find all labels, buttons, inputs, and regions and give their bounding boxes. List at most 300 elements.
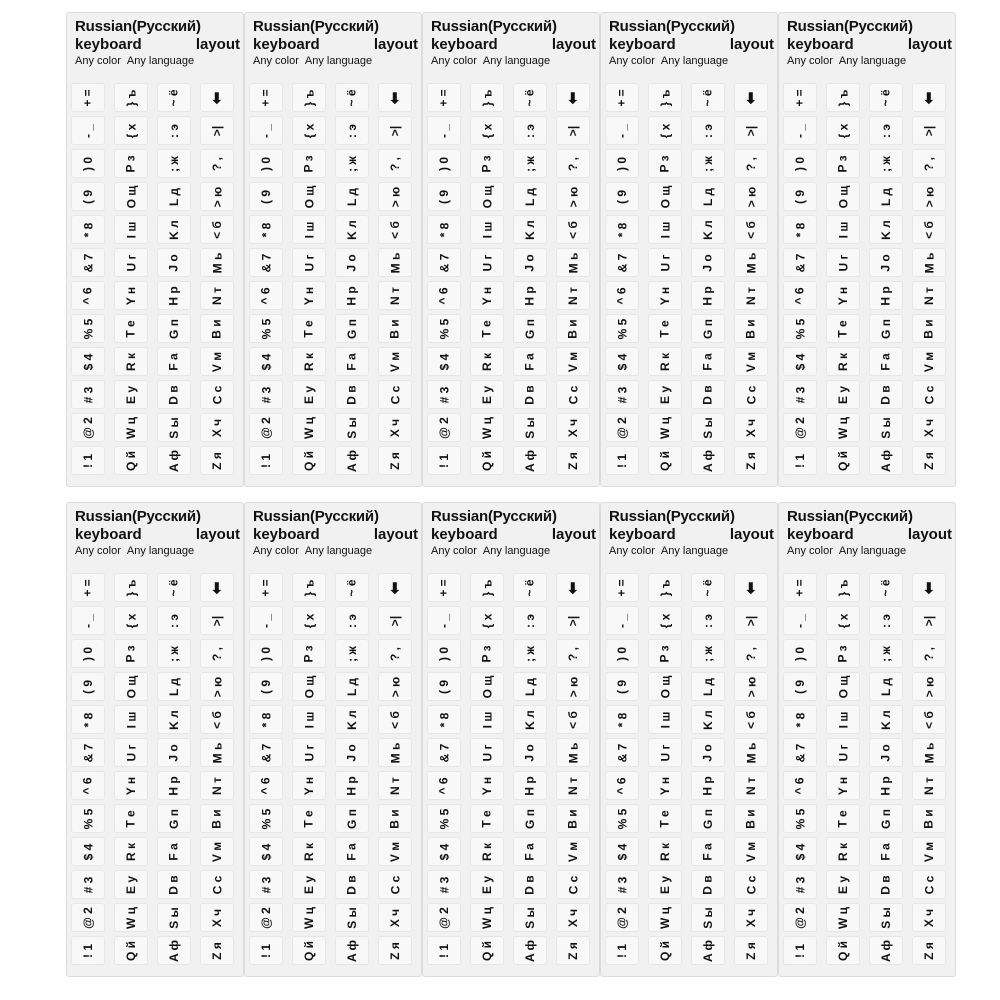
key-sticker: [114, 573, 148, 602]
sheet-note: [431, 54, 596, 68]
keyboard-sticker-sheet: [244, 12, 422, 487]
key-label: } ъ: [479, 89, 494, 106]
key-label: X ч: [744, 418, 758, 437]
note-right: Any language: [304, 55, 373, 67]
key-label: M ь: [744, 252, 758, 273]
key-sticker: [869, 446, 903, 475]
note-left: Any color: [75, 55, 121, 67]
key-sticker: [605, 837, 639, 866]
sheet-note: [787, 54, 952, 68]
key-sticker: [157, 903, 191, 932]
key-label: ; ж: [701, 645, 715, 662]
key-label: C с: [744, 875, 758, 894]
key-sticker: [470, 380, 504, 409]
key-label: B и: [209, 318, 224, 339]
key-label: * 8: [437, 712, 451, 727]
key-label: + =: [614, 88, 629, 107]
key-sticker: [826, 804, 860, 833]
key-sticker: [605, 380, 639, 409]
sheet-note: [609, 54, 774, 68]
key-label: ~ ё: [166, 578, 181, 597]
key-label: H р: [879, 285, 893, 306]
key-sticker: [912, 672, 946, 701]
key-label: D в: [700, 874, 715, 895]
key-label: K л: [345, 709, 359, 730]
key-sticker: [734, 837, 768, 866]
key-sticker: [556, 870, 590, 899]
key-sticker: [734, 248, 768, 277]
key-label: T е: [658, 809, 672, 828]
keyboard-sticker-sheet: [66, 502, 244, 977]
sheet-note: [75, 54, 240, 68]
key-label: { х: [836, 123, 850, 138]
key-label: U г: [124, 744, 138, 761]
key-label: < б: [743, 220, 758, 239]
key-label: & 7: [615, 253, 629, 272]
key-sticker: [71, 380, 105, 409]
key-label: X ч: [744, 908, 758, 927]
key-sticker: [427, 804, 461, 833]
key-sticker: [826, 936, 860, 965]
key-label: A ф: [701, 449, 715, 472]
key-sticker: [648, 771, 682, 800]
key-label: ! 1: [436, 453, 451, 468]
key-sticker: [114, 771, 148, 800]
key-label: W ц: [123, 416, 138, 439]
note-left: Any color: [787, 545, 833, 557]
key-label: E у: [301, 385, 316, 404]
key-sticker: [734, 149, 768, 178]
sheet-note: [253, 54, 418, 68]
key-sticker: [378, 771, 412, 800]
key-labels: [249, 79, 419, 483]
key-label: E у: [301, 875, 316, 894]
key-sticker: [783, 573, 817, 602]
keyboard-sticker-sheet: [66, 12, 244, 487]
key-label: @ 2: [259, 906, 273, 929]
key-label: D в: [700, 384, 715, 405]
key-label: Z я: [565, 451, 580, 470]
key-sticker: [292, 936, 326, 965]
key-label: L д: [700, 677, 715, 696]
key-sticker: [335, 606, 369, 635]
key-sticker: [427, 215, 461, 244]
sheet-header: [75, 18, 240, 78]
key-sticker: [378, 837, 412, 866]
key-label: : э: [167, 613, 181, 628]
key-sticker: [556, 606, 590, 635]
key-sticker: [734, 281, 768, 310]
key-label: H р: [345, 285, 359, 306]
key-sticker: [378, 380, 412, 409]
key-label: - _: [258, 123, 273, 138]
subtitle-right: layout: [907, 526, 952, 543]
key-label: K л: [167, 709, 181, 730]
key-sticker: [513, 804, 547, 833]
key-sticker: [292, 116, 326, 145]
key-sticker: [157, 347, 191, 376]
key-sticker: [691, 446, 725, 475]
subtitle-left: keyboard: [75, 36, 142, 53]
key-sticker: [783, 182, 817, 211]
subtitle-left: keyboard: [787, 36, 854, 53]
key-label: ^ 6: [436, 776, 451, 795]
key-label: ( 9: [258, 189, 273, 204]
key-label: Y н: [124, 286, 138, 305]
key-sticker: [427, 182, 461, 211]
key-sticker: [691, 705, 725, 734]
key-sticker: [335, 83, 369, 112]
key-label: < б: [209, 710, 224, 729]
key-label: G п: [522, 318, 537, 339]
key-sticker: [648, 738, 682, 767]
key-sticker: [114, 281, 148, 310]
key-sticker: [470, 149, 504, 178]
key-label: & 7: [81, 253, 95, 272]
key-label: U г: [124, 254, 138, 271]
key-label: U г: [302, 744, 316, 761]
key-sticker: [826, 639, 860, 668]
key-label: Z я: [921, 941, 936, 960]
key-label: P з: [480, 644, 494, 663]
key-label: >|: [566, 615, 580, 626]
sheet-title: Russian(Русский): [787, 18, 913, 35]
sheet-note: [787, 544, 952, 558]
keyboard-sticker-sheet: [422, 12, 600, 487]
key-label: } ъ: [657, 579, 672, 596]
key-label: * 8: [259, 222, 273, 237]
key-label: $ 4: [793, 353, 807, 370]
key-sticker: [513, 705, 547, 734]
key-label: { х: [480, 123, 494, 138]
key-label: >|: [388, 615, 402, 626]
key-sticker: [556, 639, 590, 668]
key-sticker: [427, 446, 461, 475]
key-sticker: [200, 870, 234, 899]
key-label: X ч: [388, 418, 402, 437]
key-sticker: [605, 705, 639, 734]
key-sticker: [292, 870, 326, 899]
key-sticker: [157, 705, 191, 734]
key-sticker: [648, 248, 682, 277]
key-sticker: [470, 804, 504, 833]
key-label: S ы: [701, 416, 715, 439]
key-sticker: [605, 903, 639, 932]
key-sticker: [513, 248, 547, 277]
key-labels: [427, 569, 597, 973]
key-sticker: [470, 705, 504, 734]
key-sticker: [734, 870, 768, 899]
key-label: $ 4: [793, 843, 807, 860]
key-sticker: [648, 573, 682, 602]
key-sticker: [869, 380, 903, 409]
key-sticker: [157, 804, 191, 833]
key-sticker: [826, 413, 860, 442]
key-sticker: [691, 738, 725, 767]
key-sticker: [912, 446, 946, 475]
key-sticker: [605, 413, 639, 442]
subtitle-left: keyboard: [609, 526, 676, 543]
key-label: C с: [210, 875, 224, 894]
key-sticker: [783, 149, 817, 178]
key-sticker: [200, 248, 234, 277]
key-label: * 8: [615, 222, 629, 237]
key-sticker: [200, 606, 234, 635]
key-sticker: [200, 149, 234, 178]
key-sticker: [157, 248, 191, 277]
key-sticker: [200, 837, 234, 866]
key-label: M ь: [922, 742, 936, 763]
key-sticker: [648, 639, 682, 668]
key-label: J о: [701, 743, 715, 762]
key-sticker: [912, 248, 946, 277]
key-label: ! 1: [614, 453, 629, 468]
note-left: Any color: [253, 545, 299, 557]
key-label: J о: [345, 253, 359, 272]
key-label: >|: [744, 615, 758, 626]
key-sticker: [249, 248, 283, 277]
key-sticker: [114, 903, 148, 932]
key-label: D в: [522, 874, 537, 895]
key-sticker: [869, 347, 903, 376]
key-label: ( 9: [80, 189, 95, 204]
key-sticker: [691, 116, 725, 145]
sheet-header: [75, 508, 240, 568]
key-label: L д: [700, 187, 715, 206]
key-label: Y н: [480, 286, 494, 305]
key-label: V м: [566, 841, 580, 862]
key-label: # 3: [437, 876, 451, 893]
key-sticker: [556, 837, 590, 866]
key-label: R к: [123, 842, 138, 861]
key-label: E у: [657, 385, 672, 404]
key-label: K л: [523, 219, 537, 240]
keyboard-sticker-sheet: [244, 502, 422, 977]
key-label: O щ: [835, 185, 850, 208]
key-label: * 8: [437, 222, 451, 237]
key-sticker: [556, 380, 590, 409]
key-label: F а: [701, 352, 715, 371]
key-label: ^ 6: [258, 286, 273, 305]
key-label: @ 2: [615, 906, 629, 929]
key-sticker: [114, 446, 148, 475]
key-sticker: [335, 870, 369, 899]
key-label: E у: [123, 385, 138, 404]
key-sticker: [912, 837, 946, 866]
key-label: B и: [209, 808, 224, 829]
key-sticker: [691, 639, 725, 668]
sheet-note: [431, 544, 596, 558]
key-sticker: [826, 248, 860, 277]
key-label: T е: [480, 809, 494, 828]
key-label: R к: [123, 352, 138, 371]
sheet-header: [787, 508, 952, 568]
key-label: >|: [922, 615, 936, 626]
key-sticker: [335, 771, 369, 800]
key-sticker: [605, 182, 639, 211]
key-label: ; ж: [345, 155, 359, 172]
key-sticker: [427, 116, 461, 145]
key-sticker: [427, 738, 461, 767]
key-label: N т: [209, 286, 224, 305]
key-label: : э: [701, 613, 715, 628]
key-label: Q й: [835, 450, 850, 471]
key-label: W ц: [657, 416, 672, 439]
key-sticker: [249, 870, 283, 899]
key-sticker: [869, 413, 903, 442]
key-sticker: [71, 347, 105, 376]
key-sticker: [427, 837, 461, 866]
key-label: I ш: [301, 711, 316, 728]
key-label: @ 2: [437, 416, 451, 439]
subtitle-right: layout: [195, 36, 240, 53]
key-sticker: [157, 573, 191, 602]
key-label: D в: [166, 384, 181, 405]
key-label: N т: [387, 286, 402, 305]
key-sticker: [470, 738, 504, 767]
key-sticker: [470, 314, 504, 343]
key-label: U г: [658, 744, 672, 761]
key-label: * 8: [81, 222, 95, 237]
key-sticker: [734, 116, 768, 145]
key-label: ⬅: [385, 91, 403, 104]
key-sticker: [292, 738, 326, 767]
key-label: ( 9: [258, 679, 273, 694]
key-sticker: [648, 606, 682, 635]
key-label: Q й: [123, 450, 138, 471]
key-label: O щ: [657, 185, 672, 208]
key-sticker: [427, 705, 461, 734]
key-label: Z я: [387, 941, 402, 960]
key-label: S ы: [701, 906, 715, 929]
key-sticker: [200, 705, 234, 734]
key-label: ⬅: [741, 581, 759, 594]
key-label: N т: [743, 286, 758, 305]
key-label: ; ж: [523, 155, 537, 172]
key-label: Y н: [836, 776, 850, 795]
key-sticker: [605, 149, 639, 178]
key-sticker: [249, 83, 283, 112]
key-sticker: [249, 771, 283, 800]
key-sticker: [734, 573, 768, 602]
key-sticker: [605, 314, 639, 343]
key-label: ( 9: [792, 679, 807, 694]
key-label: : э: [879, 613, 893, 628]
key-sticker: [734, 606, 768, 635]
key-sticker: [556, 413, 590, 442]
key-sticker: [200, 771, 234, 800]
key-label: T е: [836, 319, 850, 338]
key-sticker: [200, 347, 234, 376]
key-label: + =: [436, 88, 451, 107]
key-sticker: [691, 347, 725, 376]
key-label: - _: [614, 123, 629, 138]
key-sticker: [912, 705, 946, 734]
key-label: J о: [523, 743, 537, 762]
key-sticker: [427, 672, 461, 701]
key-sticker: [114, 347, 148, 376]
key-sticker: [292, 215, 326, 244]
key-label: V м: [922, 841, 936, 862]
key-sticker: [71, 606, 105, 635]
key-sticker: [71, 573, 105, 602]
key-sticker: [335, 380, 369, 409]
key-sticker: [783, 215, 817, 244]
key-sticker: [157, 936, 191, 965]
key-label: W ц: [123, 906, 138, 929]
key-label: O щ: [479, 185, 494, 208]
key-label: S ы: [879, 416, 893, 439]
sheet-note: [253, 544, 418, 558]
key-label: ⬅: [207, 581, 225, 594]
key-sticker: [734, 639, 768, 668]
key-sticker: [648, 347, 682, 376]
key-label: % 5: [615, 808, 629, 829]
key-label: ~ ё: [700, 578, 715, 597]
key-label: - _: [80, 613, 95, 628]
key-label: F а: [879, 842, 893, 861]
key-sticker: [71, 672, 105, 701]
key-label: ⬅: [919, 91, 937, 104]
key-sticker: [335, 149, 369, 178]
key-sticker: [200, 380, 234, 409]
key-label: - _: [436, 613, 451, 628]
key-sticker: [648, 281, 682, 310]
sheet-header: [431, 18, 596, 78]
key-label: J о: [879, 743, 893, 762]
key-sticker: [783, 672, 817, 701]
key-sticker: [869, 573, 903, 602]
key-label: ; ж: [167, 645, 181, 662]
key-sticker: [513, 116, 547, 145]
key-label: @ 2: [81, 416, 95, 439]
note-right: Any language: [838, 55, 907, 67]
sheet-header: [787, 18, 952, 78]
key-label: & 7: [793, 743, 807, 762]
key-label: % 5: [81, 318, 95, 339]
key-sticker: [605, 116, 639, 145]
key-sticker: [912, 347, 946, 376]
key-label: < б: [387, 710, 402, 729]
key-label: D в: [344, 874, 359, 895]
key-label: { х: [124, 123, 138, 138]
key-sticker: [648, 870, 682, 899]
key-sticker: [869, 837, 903, 866]
key-sticker: [470, 573, 504, 602]
sheet-title: Russian(Русский): [609, 18, 735, 35]
key-sticker: [691, 771, 725, 800]
key-sticker: [157, 771, 191, 800]
key-sticker: [71, 936, 105, 965]
key-sticker: [783, 281, 817, 310]
key-sticker: [249, 215, 283, 244]
key-sticker: [292, 573, 326, 602]
key-label: Z я: [743, 451, 758, 470]
key-sticker: [200, 903, 234, 932]
key-label: } ъ: [123, 89, 138, 106]
key-label: @ 2: [437, 906, 451, 929]
key-label: ! 1: [436, 943, 451, 958]
key-label: Q й: [123, 940, 138, 961]
key-label: R к: [301, 842, 316, 861]
key-label: $ 4: [615, 843, 629, 860]
key-label: Q й: [301, 940, 316, 961]
key-label: P з: [836, 154, 850, 173]
key-sticker: [826, 380, 860, 409]
key-label: } ъ: [123, 579, 138, 596]
key-sticker: [427, 83, 461, 112]
key-label: ( 9: [614, 189, 629, 204]
